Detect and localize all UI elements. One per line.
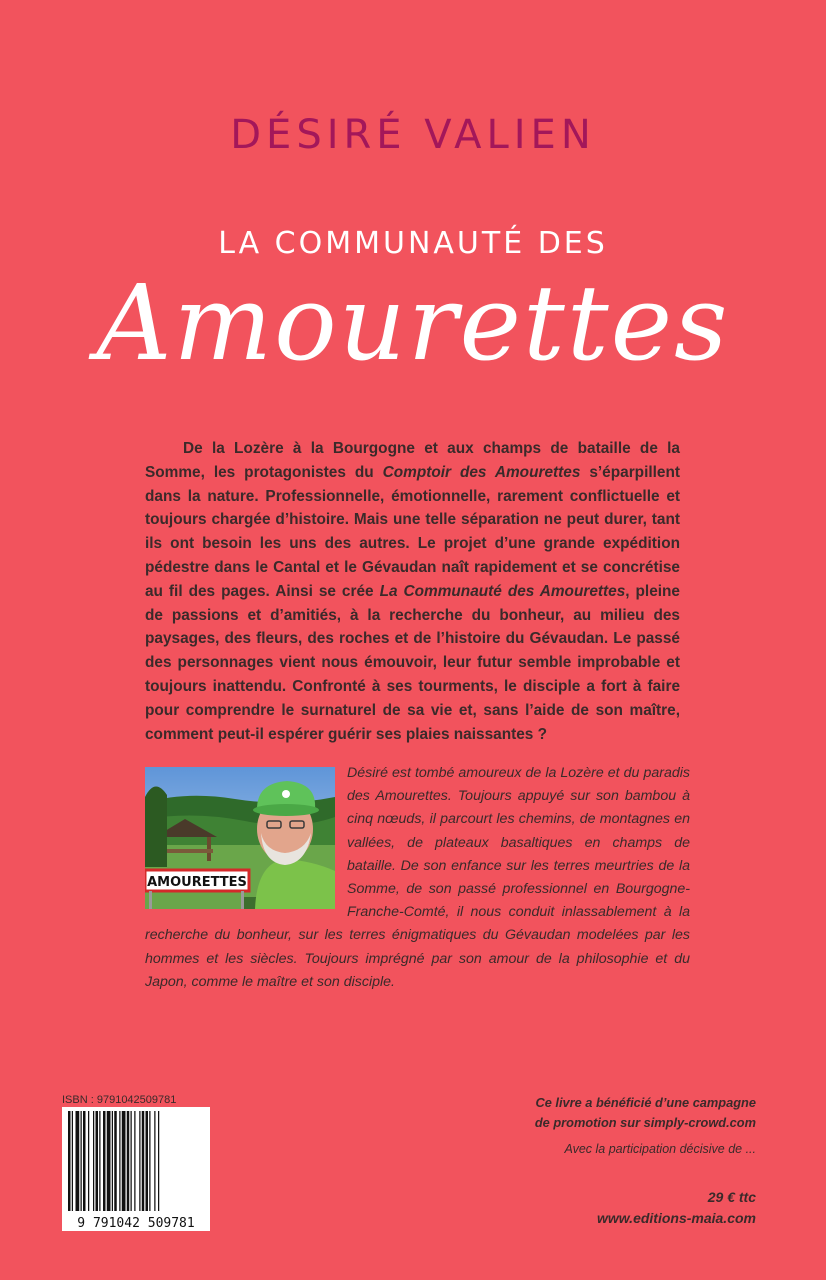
synopsis-book-title-1: Comptoir des Amourettes [382, 463, 581, 481]
barcode-graphic [62, 1107, 210, 1231]
isbn-label: ISBN : 9791042509781 [62, 1094, 177, 1106]
crowdfunding-note [470, 1093, 756, 1133]
barcode-bar [119, 1111, 120, 1211]
crowdfunding-line-1: Ce livre a bénéficié d’une campagne [535, 1095, 756, 1110]
synopsis-paragraph [145, 437, 680, 746]
barcode-bar [99, 1111, 100, 1211]
title-script: Amourettes [96, 262, 730, 384]
barcode-bar [68, 1111, 71, 1211]
barcode-bar [96, 1111, 99, 1211]
barcode-bar [142, 1111, 145, 1211]
barcode-bar [127, 1111, 130, 1211]
price: 29 € ttc [707, 1189, 756, 1205]
crowdfunding-line-2: de promotion sur simply-crowd.com [534, 1115, 756, 1130]
barcode-bar [134, 1111, 135, 1211]
website-link[interactable]: www.editions-maia.com [597, 1210, 756, 1226]
barcode-bar [112, 1111, 113, 1211]
title-line-1: LA COMMUNAUTÉ DES [218, 226, 608, 261]
barcode-bar [154, 1111, 155, 1211]
author-bio [145, 762, 690, 994]
barcode-bar [72, 1111, 73, 1211]
barcode-bar [103, 1111, 106, 1211]
synopsis-text-2: s’éparpillent dans la nature. Professionnelle, émotionnelle, rarement conflictuelle et toujours chargée d’histoire. Mais une telle séparation ne peut durer, tant ils ont besoin les uns des autres. Le projet d’une grande expédition pédestre dans le Cantal et le Gévaudan naît rapidement et se concrétise au fil des pages. Ainsi se crée [145, 463, 680, 600]
author-bio-text: Désiré est tombé amoureux de la Lozère et du paradis des Amourettes. Toujours appuyé sur son bambou à cinq nœuds, il parcourt les chemins, de montagnes en vallées, de plateaux basaltiques en champs de bataille. De son enfance sur les terres meurtries de la Somme, de son passé professionnel en Bourgogne-Franche-Comté, il nous conduit inlassablement à la recherche du bonheur, sur les terres énigmatiques du Gévaudan modelées par les hommes et les siècles. Toujours imprégné par son amour de la philosophie et du Japon, comme le maître et son disciple. [145, 765, 690, 990]
barcode-bar [107, 1111, 111, 1211]
barcode-bar [122, 1111, 126, 1211]
synopsis-text-1: De la Lozère à la Bourgogne et aux champs de bataille de la Somme, les protagonistes du [145, 440, 680, 481]
barcode-bar [149, 1111, 150, 1211]
barcode-bar [93, 1111, 94, 1211]
barcode [62, 1107, 210, 1231]
barcode-bar [114, 1111, 117, 1211]
barcode-bar [139, 1111, 140, 1211]
barcode-bar [83, 1111, 86, 1211]
barcode-bar [131, 1111, 132, 1211]
barcode-bar [146, 1111, 149, 1211]
barcode-bar [88, 1111, 89, 1211]
barcode-bar [158, 1111, 159, 1211]
synopsis-book-title-2: La Communauté des Amourettes [379, 582, 626, 600]
barcode-bar [81, 1111, 82, 1211]
author-name: DÉSIRÉ VALIEN [230, 112, 596, 158]
barcode-bar [76, 1111, 80, 1211]
participation-note: Avec la participation décisive de ... [564, 1142, 756, 1156]
sign-text: AMOURETTES [147, 875, 247, 890]
synopsis-text-3: , pleine de passions et d’amitiés, à la recherche du bonheur, au milieu des paysages, des fleurs, des roches et de l’histoire du Gévaudan. Le passé des personnages vient nous émouvoir, leur futur semble improbable et toujours inattendu. Confronté à ses tourments, le disciple a fort à faire pour comprendre le surnaturel de sa vie et, sans l’aide de son maître, comment peut-il espérer guérir ses plaies naissantes ? [145, 582, 680, 743]
barcode-digits: 9 791042 509781 [77, 1216, 195, 1231]
